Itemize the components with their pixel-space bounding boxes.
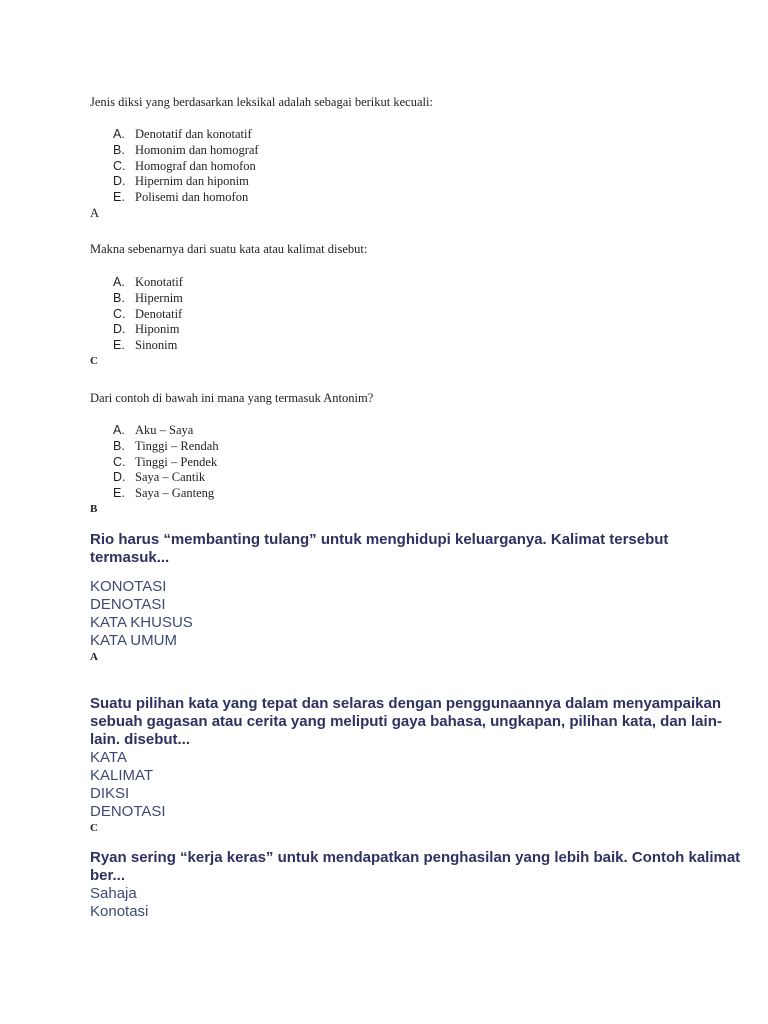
option-c: C. Homograf dan homofon (113, 158, 256, 173)
question-4-options (90, 578, 750, 650)
option-a: A. Aku – Saya (113, 423, 194, 437)
option-konotasi: KONOTASI (90, 578, 167, 595)
question-2 (90, 241, 750, 368)
question-6-options (90, 885, 750, 921)
question-2-text: Makna sebenarnya dari suatu kata atau kalimat disebut: (90, 242, 368, 256)
question-3-text: Dari contoh di bawah ini mana yang termasuk Antonim? (90, 391, 374, 405)
option-a: A. Konotatif (113, 275, 183, 289)
answer-key: A (90, 205, 100, 220)
answer-key: C (90, 354, 98, 367)
question-6 (90, 849, 750, 921)
question-5 (90, 695, 750, 835)
option-b: B. Hipernim (113, 290, 183, 305)
option-kalimat: KALIMAT (90, 767, 154, 784)
option-e: E. Polisemi dan homofon (113, 190, 249, 205)
option-d: D. Hiponim (113, 322, 180, 337)
option-sahaja: Sahaja (90, 885, 137, 902)
answer-key: A (90, 651, 98, 663)
answer-key: B (90, 502, 98, 515)
question-4 (90, 531, 750, 664)
option-denotasi: DENOTASI (90, 596, 166, 613)
question-5-options (90, 749, 750, 821)
option-konotasi: Konotasi (90, 903, 149, 920)
question-4-text: Rio harus “membanting tulang” untuk menghidupi keluarganya. Kalimat tersebut termasuk... (90, 531, 669, 566)
question-3 (90, 390, 750, 516)
option-kata: KATA (90, 749, 127, 766)
question-3-options (90, 423, 750, 502)
option-diksi: DIKSI (90, 785, 130, 802)
option-b: B. Homonim dan homograf (113, 142, 259, 157)
question-1-text: Jenis diksi yang berdasarkan leksikal adalah sebagai berikut kecuali: (90, 95, 433, 109)
option-e: E. Saya – Ganteng (113, 486, 215, 501)
question-5-text: Suatu pilihan kata yang tepat dan selaras dengan penggunaannya dalam menyampaikan sebuah gagasan atau cerita yang meliputi gaya bahasa, ungkapan, pilihan kata, dan lain-lain. disebut... (90, 695, 722, 748)
question-6-text: Ryan sering “kerja keras” untuk mendapatkan penghasilan yang lebih baik. Contoh kalimat ber... (90, 849, 741, 884)
option-e: E. Sinonim (113, 338, 178, 353)
option-d: D. Hipernim dan hiponim (113, 174, 249, 189)
question-1 (90, 94, 750, 220)
option-c: C. Tinggi – Pendek (113, 454, 218, 469)
option-kata-khusus: KATA KHUSUS (90, 614, 193, 631)
option-b: B. Tinggi – Rendah (113, 438, 219, 453)
question-2-options (90, 275, 750, 354)
option-c: C. Denotatif (113, 306, 183, 321)
option-kata-umum: KATA UMUM (90, 632, 177, 649)
option-denotasi: DENOTASI (90, 803, 166, 820)
question-1-options (90, 127, 750, 206)
option-a: A. Denotatif dan konotatif (113, 127, 252, 141)
answer-key: C (90, 822, 98, 834)
option-d: D. Saya – Cantik (113, 470, 206, 485)
